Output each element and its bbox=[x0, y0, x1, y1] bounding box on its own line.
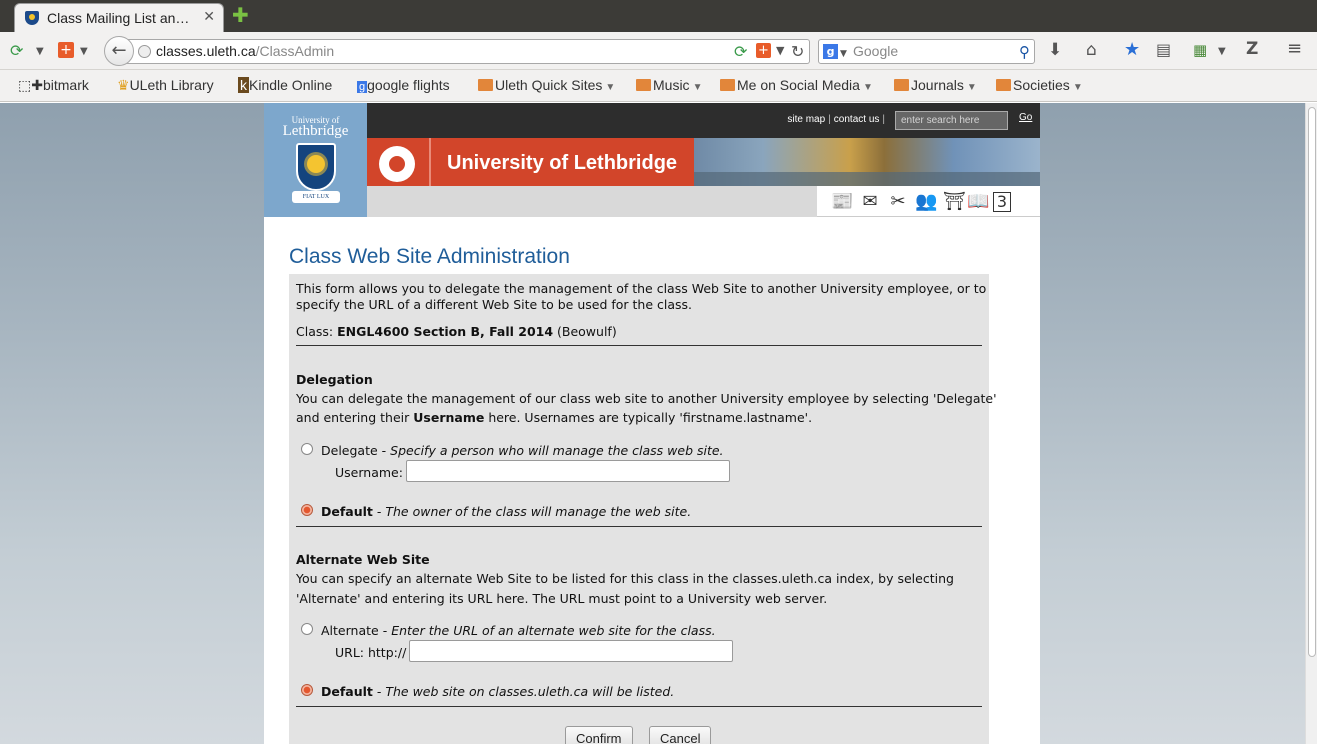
bookmark-label: google flights bbox=[367, 77, 450, 93]
google-icon: g bbox=[359, 81, 366, 93]
url-bar[interactable] bbox=[126, 39, 810, 64]
site-search-input[interactable]: enter search here bbox=[895, 111, 1008, 130]
shield-icon bbox=[296, 143, 336, 191]
delegation-desc-a: and entering their bbox=[296, 410, 410, 425]
delegation-heading: Delegation bbox=[296, 372, 373, 387]
bookmark-folder-journals[interactable] bbox=[894, 77, 977, 93]
divider bbox=[296, 526, 982, 527]
bookmark-folder-music[interactable] bbox=[636, 77, 702, 93]
campus-photo bbox=[694, 138, 1040, 186]
scrollbar-thumb[interactable] bbox=[1308, 107, 1316, 657]
folder-icon bbox=[996, 79, 1011, 91]
bookmarks-bar bbox=[0, 70, 1317, 102]
home-icon[interactable]: ⌂ bbox=[1086, 40, 1097, 60]
university-banner[interactable] bbox=[367, 138, 694, 186]
search-placeholder[interactable]: Google bbox=[853, 43, 899, 59]
divider bbox=[296, 345, 982, 346]
sync-icon[interactable]: ⟳ bbox=[10, 41, 24, 60]
alternate-default-option-label: Default - The web site on classes.uleth.ca will be listed. bbox=[321, 684, 675, 699]
separator: | bbox=[828, 114, 831, 125]
reload-icon[interactable]: ↻ bbox=[791, 42, 805, 61]
delegation-desc-c: here. Usernames are typically 'firstname.lastname'. bbox=[488, 410, 813, 425]
class-label: Class: bbox=[296, 324, 334, 339]
delegation-default-radio[interactable] bbox=[301, 504, 313, 516]
tab-title: Class Mailing List an… bbox=[47, 10, 190, 26]
url-path: /ClassAdmin bbox=[255, 43, 335, 59]
bookmark-kindle-online[interactable] bbox=[238, 77, 332, 93]
globe-icon bbox=[138, 45, 151, 58]
default-hint: The web site on classes.uleth.ca will be listed. bbox=[385, 684, 675, 699]
mail-icon[interactable]: ✉ bbox=[862, 191, 878, 212]
bookmark-google-flights[interactable] bbox=[357, 77, 450, 93]
default-label: Default bbox=[321, 504, 373, 519]
addon-plus-icon[interactable]: + bbox=[756, 43, 771, 58]
library-icon: ♛ bbox=[117, 77, 130, 93]
bookmark-star-icon[interactable]: ★ bbox=[1124, 39, 1141, 60]
confirm-button[interactable]: Confirm bbox=[565, 726, 633, 744]
bookmark-folder-societies[interactable] bbox=[996, 77, 1083, 93]
university-logo[interactable] bbox=[264, 103, 367, 217]
folder-icon bbox=[478, 79, 493, 91]
news-icon[interactable]: 📰 bbox=[831, 191, 854, 212]
bookmark-label: ULeth Library bbox=[129, 77, 214, 93]
alternate-desc-line-1: You can specify an alternate Web Site to be listed for this class in the classes.uleth.ca index, by selecting bbox=[296, 571, 954, 586]
close-icon[interactable]: ✕ bbox=[203, 9, 215, 25]
sun-logo-icon bbox=[379, 146, 415, 182]
bookmark-label: Journals bbox=[911, 77, 964, 93]
chevron-down-icon[interactable]: ▼ bbox=[1218, 46, 1226, 57]
class-title: (Beowulf) bbox=[557, 324, 617, 339]
page-scrollbar[interactable] bbox=[1305, 103, 1317, 744]
book-icon[interactable]: 📖 bbox=[967, 191, 990, 212]
addon-plus-icon[interactable]: + bbox=[58, 42, 74, 58]
reading-list-icon[interactable]: ▤ bbox=[1156, 40, 1172, 59]
bookmark-label: Music bbox=[653, 77, 690, 93]
chevron-down-icon[interactable]: ▼ bbox=[840, 49, 847, 59]
chevron-down-icon[interactable]: ▼ bbox=[36, 46, 44, 57]
delegation-desc-line-2 bbox=[296, 409, 812, 426]
quick-icons-strip bbox=[817, 186, 1040, 217]
alternate-hint: Enter the URL of an alternate web site for the class. bbox=[391, 623, 716, 638]
bookmark-label: Kindle Online bbox=[249, 77, 333, 93]
admin-form bbox=[289, 274, 997, 744]
folder-icon bbox=[894, 79, 909, 91]
site-top-links bbox=[787, 114, 888, 125]
delegation-desc-line-1: You can delegate the management of our class web site to another University employee by selecting 'Delegate' bbox=[296, 391, 997, 406]
url-text[interactable] bbox=[156, 43, 334, 59]
delegate-hint: Specify a person who will manage the class web site. bbox=[390, 443, 724, 458]
chevron-down-icon: ▼ bbox=[966, 82, 977, 93]
site-container bbox=[264, 103, 1040, 744]
logo-big-text: Lethbridge bbox=[282, 123, 349, 139]
sun-icon bbox=[307, 155, 325, 173]
alternate-desc-line-2: 'Alternate' and entering its URL here. The URL must point to a University web server. bbox=[296, 591, 828, 606]
site-search-go-button[interactable]: Go bbox=[1019, 112, 1033, 123]
search-icon[interactable]: ⚲ bbox=[1019, 43, 1030, 61]
calendar-icon[interactable]: 3 bbox=[993, 192, 1011, 212]
separator: | bbox=[882, 114, 885, 125]
back-button[interactable] bbox=[104, 36, 134, 66]
chevron-down-icon: ▼ bbox=[692, 82, 703, 93]
gray-nav-strip bbox=[367, 186, 817, 217]
logo-motto: FIAT LUX bbox=[292, 191, 340, 203]
site-top-strip bbox=[367, 103, 1040, 138]
bookmark-label: Uleth Quick Sites bbox=[495, 77, 603, 93]
cancel-button[interactable]: Cancel bbox=[649, 726, 711, 744]
university-name: University of Lethbridge bbox=[447, 152, 678, 174]
tab-bar bbox=[0, 0, 1317, 32]
delegate-option-label: Delegate - Specify a person who will manage the class web site. bbox=[321, 443, 724, 458]
bookmark-uleth-library[interactable] bbox=[117, 77, 214, 94]
alternate-label: Alternate bbox=[321, 623, 379, 638]
class-info bbox=[296, 323, 617, 340]
download-icon[interactable]: ⬇ bbox=[1048, 40, 1063, 60]
default-hint: The owner of the class will manage the web site. bbox=[385, 504, 692, 519]
url-label: URL: http:// bbox=[335, 645, 407, 660]
site-map-link[interactable]: site map bbox=[787, 114, 826, 125]
delegation-default-option-label: Default - The owner of the class will manage the web site. bbox=[321, 504, 692, 519]
tools-icon[interactable]: ✂ bbox=[890, 191, 906, 212]
navigation-bar bbox=[0, 32, 1317, 70]
bookmark-bitmark[interactable] bbox=[18, 77, 89, 94]
page-viewport bbox=[0, 103, 1305, 744]
intro-text-line-2: specify the URL of a different Web Site to be used for the class. bbox=[296, 297, 693, 312]
alternate-default-radio[interactable] bbox=[301, 684, 313, 696]
people-icon[interactable]: 👥 bbox=[915, 191, 938, 212]
contact-us-link[interactable]: contact us bbox=[833, 114, 880, 125]
url-field[interactable] bbox=[409, 640, 733, 662]
chevron-down-icon[interactable]: ▼ bbox=[80, 46, 88, 57]
page-title: Class Web Site Administration bbox=[289, 245, 570, 268]
arrow-left-icon: ← bbox=[111, 40, 127, 61]
folder-icon bbox=[636, 79, 651, 91]
delegate-radio[interactable] bbox=[301, 443, 313, 455]
bookmark-folder-social-media[interactable] bbox=[720, 77, 873, 93]
bookmark-folder-uleth-quick-sites[interactable] bbox=[478, 77, 615, 93]
url-domain: classes.uleth.ca bbox=[156, 43, 256, 59]
browser-tab[interactable] bbox=[14, 3, 224, 32]
bitmark-icon: ⬚✚ bbox=[18, 77, 43, 93]
google-icon: g bbox=[823, 44, 838, 59]
folder-icon bbox=[720, 79, 735, 91]
chevron-down-icon: ▼ bbox=[1072, 82, 1083, 93]
divider bbox=[296, 706, 982, 707]
class-name: ENGL4600 Section B, Fall 2014 bbox=[337, 324, 554, 339]
kindle-icon: k bbox=[240, 77, 247, 93]
chevron-down-icon: ▼ bbox=[862, 82, 873, 93]
bookmark-label: bitmark bbox=[42, 77, 89, 93]
alternate-heading: Alternate Web Site bbox=[296, 552, 430, 567]
sync-icon[interactable]: ⟳ bbox=[734, 42, 748, 61]
zotero-icon[interactable]: Z bbox=[1246, 39, 1259, 59]
alternate-radio[interactable] bbox=[301, 623, 313, 635]
delegation-desc-username: Username bbox=[413, 410, 485, 425]
default-label: Default bbox=[321, 684, 373, 699]
logo-small-text: University of bbox=[291, 115, 340, 125]
uleth-favicon-icon bbox=[25, 11, 39, 25]
bookmark-label: Societies bbox=[1013, 77, 1070, 93]
bookmark-label: Me on Social Media bbox=[737, 77, 860, 93]
username-label: Username: bbox=[335, 465, 403, 480]
new-tab-icon[interactable]: ✚ bbox=[232, 3, 249, 27]
chevron-down-icon: ▼ bbox=[605, 82, 616, 93]
bridge-icon[interactable]: ⛩ bbox=[943, 191, 966, 212]
intro-text-line-1: This form allows you to delegate the management of the class Web Site to another University employee, or to bbox=[296, 281, 987, 296]
addon-grid-icon[interactable]: ▦ bbox=[1193, 41, 1208, 59]
search-bar[interactable] bbox=[818, 39, 1035, 64]
banner-divider bbox=[429, 138, 431, 186]
delegate-label: Delegate bbox=[321, 443, 378, 458]
alternate-option-label: Alternate - Enter the URL of an alternate web site for the class. bbox=[321, 623, 716, 638]
chevron-down-icon[interactable]: ▼ bbox=[776, 44, 785, 57]
menu-icon[interactable]: ≡ bbox=[1287, 38, 1303, 59]
username-field[interactable] bbox=[406, 460, 730, 482]
